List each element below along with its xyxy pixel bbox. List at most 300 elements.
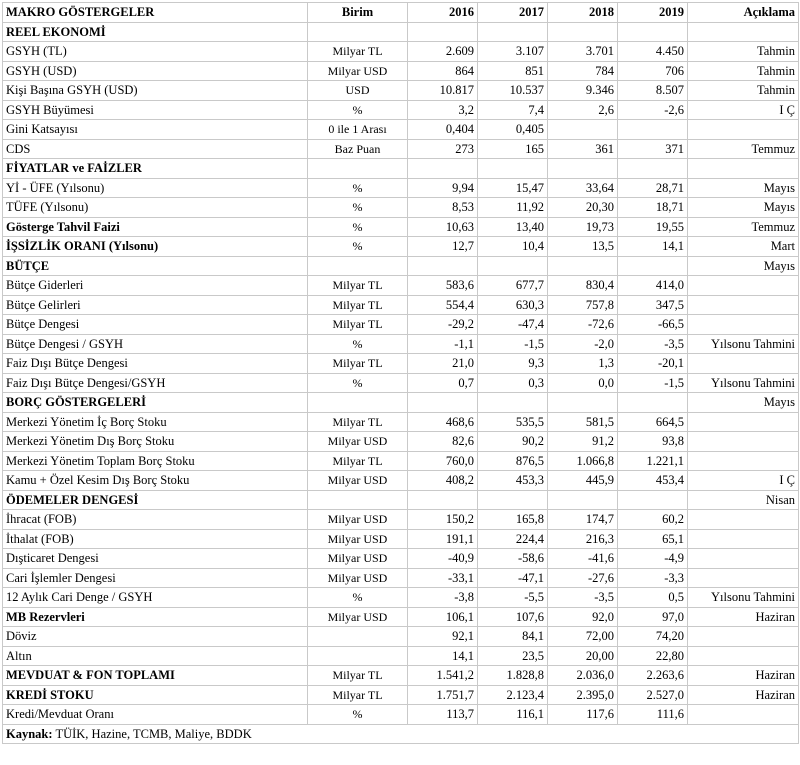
row-value-2018: 0,0 [548,373,618,393]
row-value-2017: -1,5 [478,334,548,354]
row-value-2019: 22,80 [618,646,688,666]
row-value-2019 [618,256,688,276]
row-value-2017: 7,4 [478,100,548,120]
table-row [3,178,799,198]
row-value-2016: 10,63 [408,217,478,237]
row-value-2017: 0,405 [478,120,548,140]
row-value-2019: -1,5 [618,373,688,393]
row-value-2019: 2.263,6 [618,666,688,686]
row-value-2017: 2.123,4 [478,685,548,705]
row-unit: Milyar TL [308,42,408,62]
source-row [3,724,799,744]
row-value-2016: -40,9 [408,549,478,569]
row-value-2016: 273 [408,139,478,159]
row-value-2016: 3,2 [408,100,478,120]
table-row [3,412,799,432]
table-row [3,334,799,354]
row-value-2018: 91,2 [548,432,618,452]
table-row [3,471,799,491]
row-label: Yİ - ÜFE (Yılsonu) [3,178,308,198]
row-value-2018: 2.036,0 [548,666,618,686]
row-unit: % [308,198,408,218]
row-value-2016: -1,1 [408,334,478,354]
row-value-2016: 554,4 [408,295,478,315]
row-note: Mayıs [688,393,799,413]
row-unit [308,627,408,647]
row-value-2018 [548,490,618,510]
row-value-2018: 20,30 [548,198,618,218]
row-label: Gösterge Tahvil Faizi [3,217,308,237]
row-unit: Milyar TL [308,412,408,432]
section-row [3,22,799,42]
table-row [3,451,799,471]
row-value-2016: 1.541,2 [408,666,478,686]
row-value-2017: 9,3 [478,354,548,374]
row-value-2016: 21,0 [408,354,478,374]
row-value-2018 [548,159,618,179]
row-unit: % [308,237,408,257]
row-value-2016: 106,1 [408,607,478,627]
row-value-2018: 445,9 [548,471,618,491]
row-value-2018: 1,3 [548,354,618,374]
row-value-2018: 72,00 [548,627,618,647]
row-value-2019 [618,120,688,140]
header-year-2016: 2016 [408,3,478,23]
row-note: Mayıs [688,256,799,276]
row-value-2017: 165 [478,139,548,159]
row-unit: Milyar TL [308,685,408,705]
row-value-2018: -27,6 [548,568,618,588]
row-label: Döviz [3,627,308,647]
row-value-2017: 23,5 [478,646,548,666]
row-value-2019: 60,2 [618,510,688,530]
row-value-2019 [618,22,688,42]
row-value-2017: 630,3 [478,295,548,315]
row-value-2019: 111,6 [618,705,688,725]
row-value-2019: 74,20 [618,627,688,647]
row-value-2016 [408,159,478,179]
row-unit: % [308,217,408,237]
row-note [688,159,799,179]
row-label: İthalat (FOB) [3,529,308,549]
row-value-2017: 3.107 [478,42,548,62]
header-note: Açıklama [688,3,799,23]
row-value-2017: -58,6 [478,549,548,569]
table-row [3,61,799,81]
row-note [688,432,799,452]
row-label: Cari İşlemler Dengesi [3,568,308,588]
table-row [3,705,799,725]
row-value-2016: 864 [408,61,478,81]
row-value-2018: -72,6 [548,315,618,335]
row-value-2019 [618,490,688,510]
row-value-2018: 9.346 [548,81,618,101]
row-value-2018: 92,0 [548,607,618,627]
row-note [688,315,799,335]
row-value-2016: 14,1 [408,646,478,666]
table-row [3,276,799,296]
row-unit: Milyar TL [308,666,408,686]
table-row [3,529,799,549]
row-unit: Milyar TL [308,276,408,296]
row-label: Kişi Başına GSYH (USD) [3,81,308,101]
table-row [3,588,799,608]
row-value-2017: 851 [478,61,548,81]
row-unit: Milyar TL [308,295,408,315]
row-note: I Ç [688,471,799,491]
row-label: GSYH (TL) [3,42,308,62]
row-label: Merkezi Yönetim Toplam Borç Stoku [3,451,308,471]
row-value-2018: 117,6 [548,705,618,725]
row-value-2019: 8.507 [618,81,688,101]
row-value-2018: 3.701 [548,42,618,62]
row-unit: Milyar USD [308,471,408,491]
row-value-2017: 116,1 [478,705,548,725]
table-row [3,373,799,393]
row-value-2018: 2,6 [548,100,618,120]
row-value-2018: 20,00 [548,646,618,666]
header-unit: Birim [308,3,408,23]
row-value-2016: 113,7 [408,705,478,725]
row-value-2016: 1.751,7 [408,685,478,705]
row-value-2016 [408,256,478,276]
row-unit [308,22,408,42]
row-unit: Milyar USD [308,61,408,81]
row-unit: % [308,334,408,354]
row-value-2018: 581,5 [548,412,618,432]
row-label: KREDİ STOKU [3,685,308,705]
row-value-2016: -29,2 [408,315,478,335]
row-unit: 0 ile 1 Arası [308,120,408,140]
row-value-2019: -2,6 [618,100,688,120]
row-label: Bütçe Dengesi [3,315,308,335]
row-label: TÜFE (Yılsonu) [3,198,308,218]
row-value-2016: 9,94 [408,178,478,198]
row-unit: Baz Puan [308,139,408,159]
row-value-2017: -5,5 [478,588,548,608]
row-value-2018: -41,6 [548,549,618,569]
row-value-2016: 8,53 [408,198,478,218]
table-row [3,139,799,159]
row-value-2019: 65,1 [618,529,688,549]
macro-indicators-table [2,2,799,744]
row-value-2016: 12,7 [408,237,478,257]
row-note [688,22,799,42]
table-body [3,22,799,724]
row-value-2016: 150,2 [408,510,478,530]
row-value-2019: 93,8 [618,432,688,452]
row-value-2019: 2.527,0 [618,685,688,705]
row-value-2018 [548,393,618,413]
row-value-2017 [478,393,548,413]
source-cell [3,724,799,744]
row-value-2018: 33,64 [548,178,618,198]
row-note: Yılsonu Tahmini [688,373,799,393]
row-note [688,568,799,588]
row-value-2017: -47,4 [478,315,548,335]
table-row [3,120,799,140]
row-value-2017: 90,2 [478,432,548,452]
row-value-2017: 535,5 [478,412,548,432]
row-value-2017 [478,256,548,276]
row-value-2019: 28,71 [618,178,688,198]
row-value-2019: 97,0 [618,607,688,627]
row-value-2018: 174,7 [548,510,618,530]
table-row [3,666,799,686]
row-value-2016: 2.609 [408,42,478,62]
row-unit: % [308,373,408,393]
row-value-2019: 18,71 [618,198,688,218]
table-row [3,627,799,647]
row-value-2019: 1.221,1 [618,451,688,471]
row-value-2018: 757,8 [548,295,618,315]
row-unit: Milyar USD [308,568,408,588]
row-note [688,549,799,569]
row-value-2017: 1.828,8 [478,666,548,686]
row-value-2017: 224,4 [478,529,548,549]
row-value-2016 [408,22,478,42]
table-row [3,198,799,218]
row-note [688,276,799,296]
row-note [688,627,799,647]
row-note: Temmuz [688,217,799,237]
row-value-2018: 2.395,0 [548,685,618,705]
row-value-2018 [548,22,618,42]
row-value-2019 [618,393,688,413]
row-note [688,295,799,315]
row-value-2018: 1.066,8 [548,451,618,471]
row-note: I Ç [688,100,799,120]
header-year-2019: 2019 [618,3,688,23]
row-value-2016: -3,8 [408,588,478,608]
row-label: GSYH (USD) [3,61,308,81]
row-value-2016: 92,1 [408,627,478,647]
row-value-2018: 361 [548,139,618,159]
row-note: Nisan [688,490,799,510]
row-unit: % [308,705,408,725]
row-value-2016: 408,2 [408,471,478,491]
row-value-2018: 216,3 [548,529,618,549]
row-label: Faiz Dışı Bütçe Dengesi/GSYH [3,373,308,393]
table-row [3,295,799,315]
row-note [688,120,799,140]
row-value-2018: -3,5 [548,588,618,608]
row-value-2019: -3,5 [618,334,688,354]
row-unit: USD [308,81,408,101]
row-value-2016: 0,404 [408,120,478,140]
row-value-2016: 10.817 [408,81,478,101]
row-label: MEVDUAT & FON TOPLAMI [3,666,308,686]
header-row [3,3,799,23]
row-value-2019: 664,5 [618,412,688,432]
row-note [688,705,799,725]
row-label: Gini Katsayısı [3,120,308,140]
row-label: Altın [3,646,308,666]
row-value-2019: 371 [618,139,688,159]
row-note [688,451,799,471]
table-row [3,315,799,335]
row-value-2016: 82,6 [408,432,478,452]
row-value-2018: -2,0 [548,334,618,354]
row-label: BORÇ GÖSTERGELERİ [3,393,308,413]
row-label: CDS [3,139,308,159]
row-value-2016: 191,1 [408,529,478,549]
row-note: Tahmin [688,42,799,62]
row-unit: Milyar USD [308,529,408,549]
source-label: Kaynak: [6,726,53,741]
row-unit: Milyar TL [308,451,408,471]
row-note [688,510,799,530]
row-value-2018: 19,73 [548,217,618,237]
row-value-2016 [408,490,478,510]
row-unit [308,393,408,413]
row-value-2017: 11,92 [478,198,548,218]
row-label: Kredi/Mevduat Oranı [3,705,308,725]
table-row [3,607,799,627]
row-label: FİYATLAR ve FAİZLER [3,159,308,179]
table-row [3,549,799,569]
row-label: ÖDEMELER DENGESİ [3,490,308,510]
row-value-2019: 453,4 [618,471,688,491]
row-value-2019: 414,0 [618,276,688,296]
section-row [3,256,799,276]
row-value-2019: 347,5 [618,295,688,315]
row-value-2019: 19,55 [618,217,688,237]
source-text: TÜİK, Hazine, TCMB, Maliye, BDDK [52,726,252,741]
row-note [688,529,799,549]
row-label: Dışticaret Dengesi [3,549,308,569]
row-note: Temmuz [688,139,799,159]
row-value-2018: 13,5 [548,237,618,257]
row-note: Yılsonu Tahmini [688,588,799,608]
row-label: BÜTÇE [3,256,308,276]
row-value-2017: 876,5 [478,451,548,471]
row-unit: % [308,100,408,120]
row-value-2018 [548,256,618,276]
table-row [3,510,799,530]
row-value-2016 [408,393,478,413]
table-row [3,42,799,62]
row-note: Haziran [688,685,799,705]
row-value-2017 [478,22,548,42]
row-value-2018: 784 [548,61,618,81]
row-unit [308,256,408,276]
row-label: Merkezi Yönetim İç Borç Stoku [3,412,308,432]
row-value-2019: 706 [618,61,688,81]
table-row [3,568,799,588]
row-unit: Milyar USD [308,510,408,530]
row-label: İŞSİZLİK ORANI (Yılsonu) [3,237,308,257]
row-value-2017: 0,3 [478,373,548,393]
row-value-2019: -20,1 [618,354,688,374]
table-row [3,217,799,237]
row-note: Mart [688,237,799,257]
row-value-2017: -47,1 [478,568,548,588]
row-note: Mayıs [688,198,799,218]
row-value-2019: 0,5 [618,588,688,608]
header-year-2017: 2017 [478,3,548,23]
row-label: Kamu + Özel Kesim Dış Borç Stoku [3,471,308,491]
row-unit: % [308,588,408,608]
row-unit: Milyar USD [308,432,408,452]
row-unit: Milyar TL [308,315,408,335]
row-label: MB Rezervleri [3,607,308,627]
row-note: Haziran [688,607,799,627]
row-value-2019 [618,159,688,179]
row-value-2016: 468,6 [408,412,478,432]
row-unit [308,646,408,666]
table-row [3,646,799,666]
row-value-2016: 583,6 [408,276,478,296]
row-note [688,646,799,666]
section-row [3,490,799,510]
row-value-2017 [478,159,548,179]
row-note: Tahmin [688,81,799,101]
row-note [688,354,799,374]
row-note: Tahmin [688,61,799,81]
row-label: İhracat (FOB) [3,510,308,530]
row-label: Merkezi Yönetim Dış Borç Stoku [3,432,308,452]
table-row [3,100,799,120]
row-value-2017: 165,8 [478,510,548,530]
row-unit: Milyar USD [308,549,408,569]
row-value-2019: 14,1 [618,237,688,257]
row-value-2017 [478,490,548,510]
row-value-2016: 0,7 [408,373,478,393]
row-note: Haziran [688,666,799,686]
table-row [3,685,799,705]
row-label: REEL EKONOMİ [3,22,308,42]
table-row [3,354,799,374]
section-row [3,159,799,179]
row-value-2018: 830,4 [548,276,618,296]
row-note: Yılsonu Tahmini [688,334,799,354]
row-label: Faiz Dışı Bütçe Dengesi [3,354,308,374]
table-row [3,432,799,452]
row-unit [308,490,408,510]
row-label: 12 Aylık Cari Denge / GSYH [3,588,308,608]
row-label: GSYH Büyümesi [3,100,308,120]
row-label: Bütçe Giderleri [3,276,308,296]
header-year-2018: 2018 [548,3,618,23]
row-value-2017: 677,7 [478,276,548,296]
row-value-2016: 760,0 [408,451,478,471]
row-value-2019: -4,9 [618,549,688,569]
row-value-2016: -33,1 [408,568,478,588]
row-value-2017: 453,3 [478,471,548,491]
row-unit: Milyar USD [308,607,408,627]
row-value-2017: 84,1 [478,627,548,647]
header-title: MAKRO GÖSTERGELER [3,3,308,23]
row-value-2019: 4.450 [618,42,688,62]
row-note [688,412,799,432]
row-value-2017: 10.537 [478,81,548,101]
table-row [3,81,799,101]
row-unit: Milyar TL [308,354,408,374]
row-label: Bütçe Gelirleri [3,295,308,315]
row-label: Bütçe Dengesi / GSYH [3,334,308,354]
row-value-2018 [548,120,618,140]
row-note: Mayıs [688,178,799,198]
row-unit [308,159,408,179]
section-row [3,393,799,413]
row-value-2017: 10,4 [478,237,548,257]
row-value-2019: -3,3 [618,568,688,588]
row-unit: % [308,178,408,198]
row-value-2019: -66,5 [618,315,688,335]
row-value-2017: 107,6 [478,607,548,627]
table-row [3,237,799,257]
